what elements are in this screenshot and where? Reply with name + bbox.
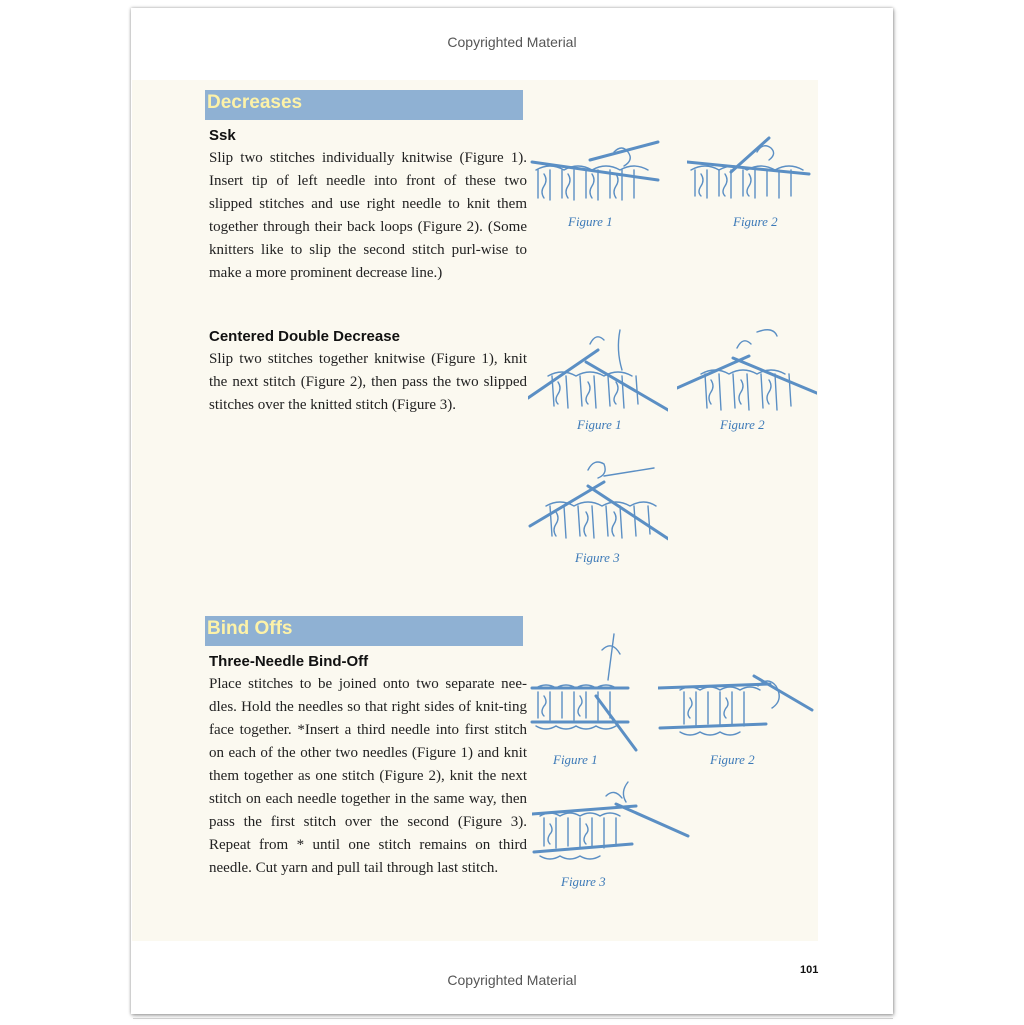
book-page [131,8,893,1014]
cdd-figure-2-illustration [677,326,817,416]
three-needle-figure-3-illustration [532,780,692,870]
bind-offs-heading: Bind Offs [207,618,293,639]
copyright-notice-top: Copyrighted Material [447,34,577,50]
three-needle-figure-2-caption: Figure 2 [710,752,755,767]
cdd-figure-1-caption: Figure 1 [577,417,622,432]
three-needle-figure-1-caption: Figure 1 [553,752,598,767]
decreases-heading: Decreases [207,92,303,113]
three-needle-figure-1-illustration [528,626,668,754]
three-needle-bind-off-title: Three-Needle Bind-Off [209,653,369,670]
ssk-title: Ssk [209,127,236,144]
three-needle-bind-off-instructions: Place stitches to be joined onto two separate nee-dles. Hold the needles so that right sides of knit-ting face together. *Insert a third needle into first stitch on each of the other two needles (Figure 1) and knit them together as one stitch (Figure 2), knit the next stitch on each needle together in the same way, then pass the first stitch over the second (Figure 3). Repeat from * until one stitch remains on third needle. Cut yarn and pull tail through last stitch. [209,676,527,876]
ssk-instructions: Slip two stitches individually knitwise (Figure 1). Insert tip of left needle into front of these two slipped stitches and use right needle to knit them together through their back loops (Figure 2). (Some knitters like to slip the second stitch purl-wise to make a more prominent decrease line.) [209,150,527,281]
cdd-figure-3-illustration [528,450,668,542]
three-needle-figure-3-caption: Figure 3 [561,874,606,889]
decreases-heading-bar [205,90,523,120]
ssk-figure-1-caption: Figure 1 [568,214,613,229]
cdd-figure-1-illustration [528,326,668,416]
three-needle-figure-2-illustration [658,670,814,750]
cdd-figure-2-caption: Figure 2 [720,417,765,432]
bind-offs-heading-bar [205,616,523,646]
centered-double-decrease-instructions: Slip two stitches together knitwise (Figure 1), knit the next stitch (Figure 2), then pass the two slipped stitches over the knitted stitch (Figure 3). [209,351,527,413]
copyright-notice-bottom: Copyrighted Material [447,972,577,988]
ssk-figure-2-illustration [687,132,827,202]
centered-double-decrease-title: Centered Double Decrease [209,328,400,345]
ssk-figure-1-illustration [530,140,670,210]
content-panel [132,80,818,941]
cdd-figure-3-caption: Figure 3 [575,550,620,565]
ssk-figure-2-caption: Figure 2 [733,214,778,229]
page-number: 101 [800,964,819,976]
